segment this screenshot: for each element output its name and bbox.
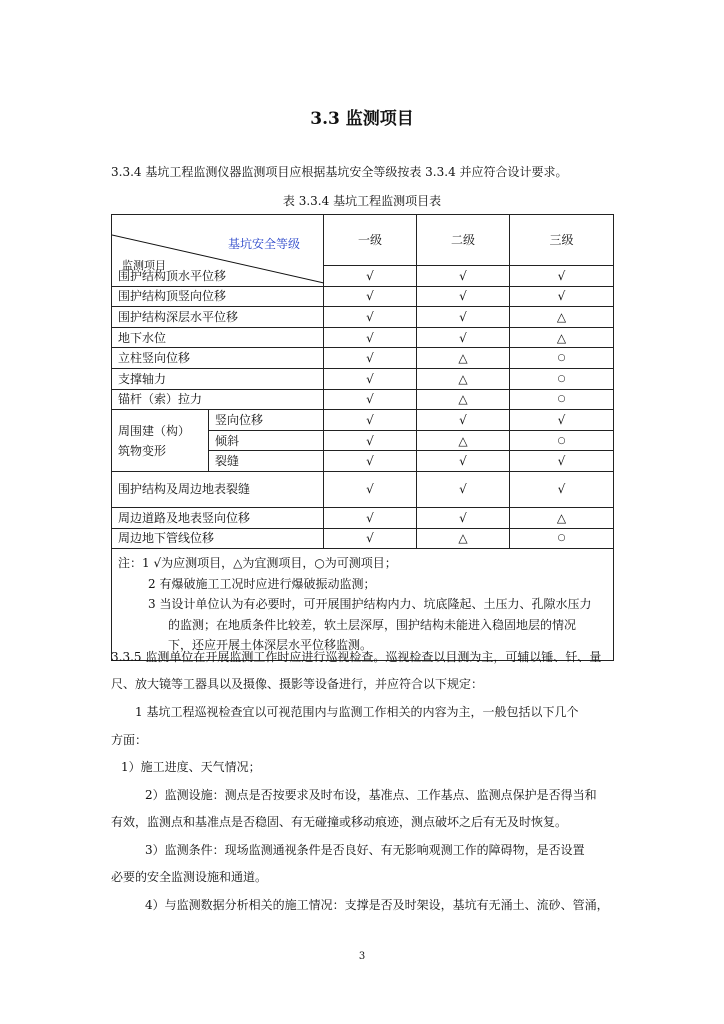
cell-value: △ bbox=[417, 368, 510, 389]
body-line: 尺、放大镜等工器具以及摄像、摄影等设备进行，并应符合以下规定： bbox=[111, 677, 484, 691]
table-row bbox=[112, 368, 614, 389]
section-title: 3.3 监测项目 bbox=[310, 109, 414, 129]
diagonal-header-cell bbox=[112, 215, 324, 287]
row-item: 地下水位 bbox=[112, 327, 324, 348]
cell-value: △ bbox=[417, 348, 510, 369]
grade-header: 一级 bbox=[324, 215, 417, 266]
cell-value: √ bbox=[324, 266, 417, 287]
cell-value: √ bbox=[324, 348, 417, 369]
cell-value: √ bbox=[417, 266, 510, 287]
cell-value: ○ bbox=[510, 348, 614, 369]
grade-header: 二级 bbox=[417, 215, 510, 266]
note-line: 下，还应开展土体深层水平位移监测。 bbox=[168, 638, 373, 653]
table-row bbox=[112, 286, 614, 307]
row-item: 围护结构深层水平位移 bbox=[112, 307, 324, 328]
cell-value: √ bbox=[510, 451, 614, 472]
group-label-line: 筑物变形 bbox=[118, 443, 167, 458]
cell-value: √ bbox=[324, 451, 417, 472]
cell-value: √ bbox=[324, 327, 417, 348]
table-row bbox=[112, 307, 614, 328]
body-line: 3）监测条件：现场监测通视条件是否良好、有无影响观测工作的障碍物，是否设置 bbox=[145, 843, 585, 857]
note-line: 2 有爆破施工工况时应进行爆破振动监测； bbox=[148, 576, 376, 591]
table-row bbox=[112, 410, 614, 431]
body-line: 方面： bbox=[111, 733, 148, 747]
grade-header: 三级 bbox=[510, 215, 614, 266]
header-item-label: 监测项目 bbox=[122, 259, 166, 272]
cell-value: √ bbox=[324, 528, 417, 549]
cell-value: √ bbox=[324, 286, 417, 307]
cell-value: √ bbox=[324, 507, 417, 528]
body-line: 必要的安全监测设施和通道。 bbox=[111, 870, 268, 884]
row-item: 周边地下管线位移 bbox=[112, 528, 324, 549]
cell-value: √ bbox=[324, 410, 417, 431]
note-line: 的监测；在地质条件比较差，软土层深厚，围护结构未能进入稳固地层的情况 bbox=[168, 617, 577, 632]
table-row bbox=[112, 471, 614, 507]
body-line: 1）施工进度、天气情况； bbox=[121, 760, 261, 774]
note-line: 注：1 √为应测项目，△为宜测项目，○为可测项目； bbox=[118, 556, 397, 571]
subrow-item: 裂缝 bbox=[209, 451, 324, 472]
cell-value: ○ bbox=[510, 528, 614, 549]
table-row bbox=[112, 507, 614, 528]
table-caption: 表 3.3.4 基坑工程监测项目表 bbox=[282, 194, 442, 208]
cell-value: ○ bbox=[510, 430, 614, 451]
cell-value: √ bbox=[417, 307, 510, 328]
cell-value: √ bbox=[417, 471, 510, 507]
row-item: 围护结构顶水平位移 bbox=[118, 269, 227, 283]
cell-value: √ bbox=[324, 368, 417, 389]
cell-value: ○ bbox=[510, 368, 614, 389]
cell-value: √ bbox=[510, 266, 614, 287]
row-item: 支撑轴力 bbox=[112, 368, 324, 389]
body-line: 4）与监测数据分析相关的施工情况：支撑是否及时架设，基坑有无涌土、流砂、管涌， bbox=[145, 898, 609, 912]
table-row bbox=[112, 327, 614, 348]
cell-value: √ bbox=[324, 430, 417, 451]
row-item: 锚杆（索）拉力 bbox=[112, 389, 324, 410]
cell-value: △ bbox=[417, 528, 510, 549]
paragraph-3-3-4: 3.3.4 基坑工程监测仪器监测项目应根据基坑安全等级按表 3.3.4 并应符合设计要求。 bbox=[111, 165, 568, 179]
cell-value: △ bbox=[510, 327, 614, 348]
cell-value: √ bbox=[324, 389, 417, 410]
row-item: 围护结构及周边地表裂缝 bbox=[112, 471, 324, 507]
cell-value: √ bbox=[510, 410, 614, 431]
subrow-item: 倾斜 bbox=[209, 430, 324, 451]
cell-value: △ bbox=[417, 430, 510, 451]
body-line: 1 基坑工程巡视检查宜以可视范围内与监测工作相关的内容为主，一般包括以下几个 bbox=[135, 705, 579, 719]
body-line: 3.3.5 监测单位在开展监测工作时应进行巡视检查。巡视检查以目测为主，可辅以锤、钎、量 bbox=[111, 650, 602, 664]
cell-value: √ bbox=[417, 286, 510, 307]
monitoring-items-table bbox=[111, 214, 614, 661]
page-number: 3 bbox=[358, 951, 366, 962]
table-row bbox=[112, 389, 614, 410]
cell-value: √ bbox=[324, 307, 417, 328]
cell-value: √ bbox=[324, 471, 417, 507]
cell-value: √ bbox=[417, 507, 510, 528]
cell-value: ○ bbox=[510, 389, 614, 410]
body-line: 有效，监测点和基准点是否稳固、有无碰撞或移动痕迹，测点破坏之后有无及时恢复。 bbox=[111, 815, 568, 829]
group-label bbox=[112, 410, 209, 472]
cell-value: △ bbox=[510, 307, 614, 328]
body-line: 2）监测设施：测点是否按要求及时布设，基准点、工作基点、监测点保护是否得当和 bbox=[145, 788, 597, 802]
note-line: 3 当设计单位认为有必要时，可开展围护结构内力、坑底隆起、土压力、孔隙水压力 bbox=[148, 597, 592, 612]
row-item: 周边道路及地表竖向位移 bbox=[112, 507, 324, 528]
cell-value: △ bbox=[510, 507, 614, 528]
cell-value: √ bbox=[417, 410, 510, 431]
cell-value: √ bbox=[510, 286, 614, 307]
subrow-item: 竖向位移 bbox=[209, 410, 324, 431]
table-row bbox=[112, 528, 614, 549]
cell-value: √ bbox=[510, 471, 614, 507]
group-label-line: 周围建（构） bbox=[118, 423, 191, 438]
cell-value: √ bbox=[417, 451, 510, 472]
table-row bbox=[112, 348, 614, 369]
cell-value: √ bbox=[417, 327, 510, 348]
header-grade-label: 基坑安全等级 bbox=[228, 237, 301, 251]
row-item: 立柱竖向位移 bbox=[112, 348, 324, 369]
table-notes bbox=[112, 549, 614, 661]
cell-value: △ bbox=[417, 389, 510, 410]
row-item: 围护结构顶竖向位移 bbox=[112, 286, 324, 307]
